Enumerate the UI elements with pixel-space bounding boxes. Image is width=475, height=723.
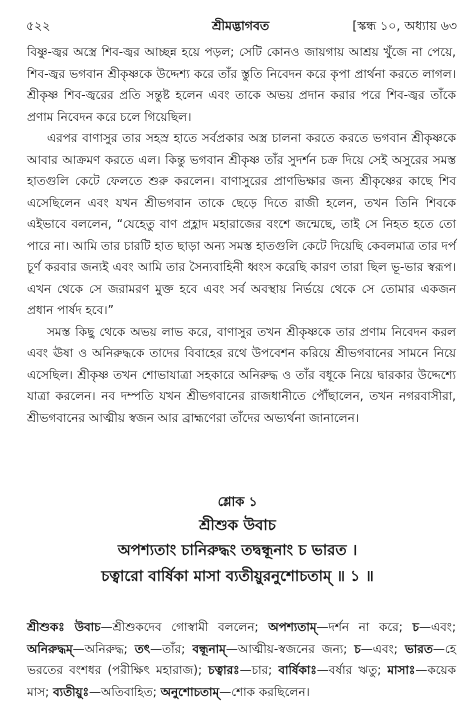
synonym-word: অপশ্যতাম্ xyxy=(268,620,317,634)
synonym-meaning: এবং xyxy=(430,620,452,634)
synonyms: শ্রীশুকঃ উবাচ—শ্রীশুকদেব গোস্বামী বললেন; অপশ্যতাম্—দর্শন না করে; চ—এবং; অনিরুদ্ধম্—অনিরুদ্ধ; তৎ—তাঁর; বন্ধূনাম্—আত্মীয়-স্বজনের জন্য; চ—এবং; ভারত—হে ভরতের বংশধর (পরীক্ষিৎ মহারাজ); চত্বারঃ—চার; বার্ষিকাঃ—বর্ষার ঋতু; মাসাঃ—কয়েক মাস; ব্যতীয়ুঃ—অতিবাহিত; অনুশোচতাম্—শোক করছিলেন। xyxy=(27,620,457,699)
page-number: ৫২২ xyxy=(26,18,51,33)
synonym-meaning: হে ভরতের বংশধর (পরীক্ষিৎ মহারাজ) xyxy=(27,641,457,677)
paragraph: বিষ্ণু-জ্বর অস্ত্রে শিব-জ্বর আচ্ছন্ন হয়ে পড়ল; সেটি কোনও জায়গায় আশ্রয় খুঁজে না পেয়ে, শিব-জ্বর ভগবান শ্রীকৃষ্ণকে উদ্দেশ্য করে তাঁর স্তুতি নিবেদন করে কৃপা প্রার্থনা করতে লাগল। শ্রীকৃষ্ণ শিব-জ্বরের প্রতি সন্তুষ্ট হলেন এবং তাকে অভয় প্রদান করার পরে শিব-জ্বর তাঁকে প্রণাম নিবেদন করে চলে গিয়েছিল। xyxy=(27,45,456,124)
paragraph: সমস্ত কিছু থেকে অভয় লাভ করে, বাণাসুর তখন শ্রীকৃষ্ণকে তার প্রণাম নিবেদন করল এবং ঊষা ও অনিরুদ্ধকে তাদের বিবাহের রথে উপবেশন করিয়ে শ্রীভগবানের সামনে নিয়ে এসেছিল। শ্রীকৃষ্ণ তখন শোভাযাত্রা সহকারে অনিরুদ্ধ ও তাঁর বধূকে নিয়ে দ্বারকার উদ্দেশ্যে যাত্রা করলেন। নব দম্পতি যখন শ্রীভগবানের রাজধানীতে পৌঁছালেন, তখন নগরবাসীরা, শ্রীভগবানের আত্মীয় স্বজন আর ব্রাহ্মণেরা তাঁদের অভ্যর্থনা জানালেন। xyxy=(27,324,456,425)
synonym-meaning: অতিবাহিত xyxy=(101,684,153,699)
book-title: শ্রীমদ্ভাগবত xyxy=(212,18,270,33)
synonym-meaning: কয়েক মাস xyxy=(27,663,457,699)
verse-speaker: শ্রীশুক উবাচ xyxy=(199,516,276,534)
synonym-meaning: চার xyxy=(251,663,269,677)
synonym-meaning: এবং xyxy=(372,641,394,656)
verse-line: চত্বারো বার্ষিকা মাসা ব্যতীয়ুরনুশোচতাম্ ॥ ১ ॥ xyxy=(101,567,374,585)
paragraph: এরপর বাণাসুর তার সহস্র হাতে সর্বপ্রকার অস্ত্র চালনা করতে করতে ভগবান শ্রীকৃষ্ণকে আবার আক্রমণ করতে এল। কিন্তু ভগবান শ্রীকৃষ্ণ তাঁর সুদর্শন চক্র দিয়ে সেই অসুরের সমস্ত হাতগুলি কেটে ফেলতে শুরু করলেন। বাণাসুরের প্রাণভিক্ষার জন্য শ্রীকৃষ্ণের কাছে শিব এসেছিলেন এবং যখন শ্রীভগবান তাকে ছেড়ে দিতে রাজী হলেন, তখন তিনি শিবকে এইভাবে বললেন, “যেহেতু বাণ প্রহ্লাদ মহারাজের বংশে জন্মেছে, তাই সে নিহত হতে তো পারে না। আমি তার চারটি হাত ছাড়া অন্য সমস্ত হাতগুলি কেটে দিয়েছি কেবলমাত্র তার দর্প চূর্ণ করবার জন্যই এবং আমি তার সৈন্যবাহিনী ধ্বংস করেছি কারণ তারা ছিল ভূ-ভার স্বরূপ। এখন থেকে সে জরামরণ মুক্ত হবে এবং সর্ব অবস্থায় নির্ভয়ে থেকে সে তোমার একজন প্রধান পার্ষদ হবে।” xyxy=(27,131,456,317)
synonym-word: ভারত xyxy=(404,641,433,656)
verse-block xyxy=(0,493,475,589)
synonym-word: শ্রীশুকঃ উবাচ xyxy=(27,620,101,634)
synonym-word: চ xyxy=(354,641,361,656)
synonym-word: ব্যতীয়ুঃ xyxy=(52,684,90,699)
page-header xyxy=(26,18,457,38)
chapter-location: [স্কন্ধ ১০, অধ্যায় ৬৩ xyxy=(352,18,457,33)
synonym-word: চ xyxy=(412,620,419,634)
synonym-meaning: দর্শন না করে xyxy=(328,620,399,634)
synonym-word: বন্ধূনাম্ xyxy=(192,641,226,656)
purport-text xyxy=(27,42,456,429)
synonym-meaning: বর্ষার ঋতু xyxy=(328,663,378,677)
verse-line: অপশ্যতাং চানিরুদ্ধং তদ্বন্ধূনাং চ ভারত । xyxy=(117,541,358,559)
synonym-word: বার্ষিকাঃ xyxy=(278,663,317,677)
synonym-meaning: তাঁর xyxy=(162,641,182,656)
synonym-word: তৎ xyxy=(134,641,151,656)
synonym-meaning: শ্রীশুকদেব গোস্বামী বললেন xyxy=(112,620,255,634)
synonym-word: চত্বারঃ xyxy=(208,663,240,677)
synonym-word: অনিরুদ্ধম্ xyxy=(27,641,73,656)
synonym-word: মাসাঃ xyxy=(387,663,416,677)
synonym-meaning: শোক করছিলেন xyxy=(231,684,306,699)
synonym-word: অনুশোচতাম্ xyxy=(160,684,220,699)
verse-number: শ্লোক ১ xyxy=(217,495,258,510)
synonym-meaning: আত্মীয়-স্বজনের জন্য xyxy=(237,641,344,656)
synonym-meaning: অনিরুদ্ধ xyxy=(84,641,124,656)
